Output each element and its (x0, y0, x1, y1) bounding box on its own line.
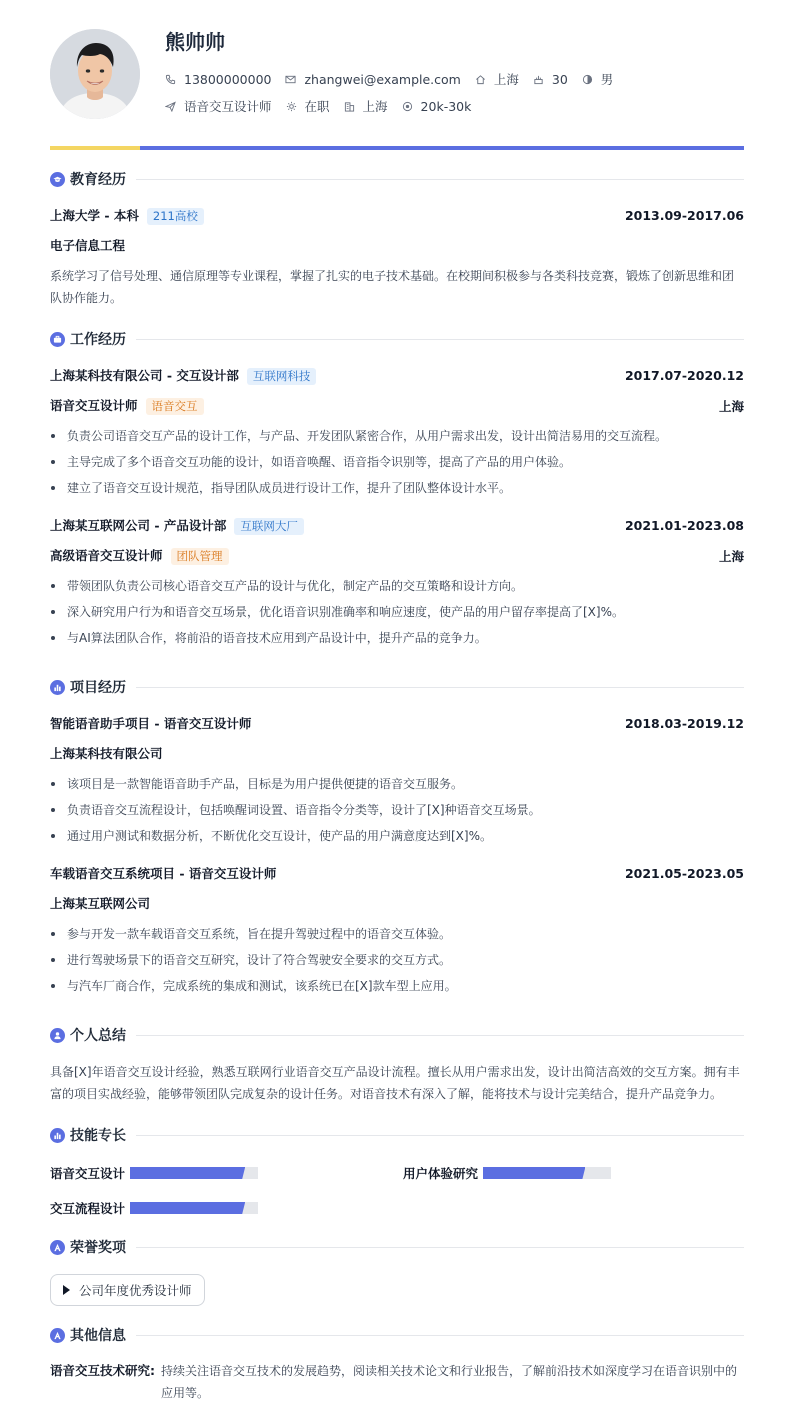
list-item: 负责语音交互流程设计，包括唤醒词设置、语音指令分类等，设计了[X]种语音交互场景。 (50, 797, 744, 823)
gear-icon (286, 101, 297, 112)
play-icon (63, 1285, 70, 1295)
project-company: 上海某科技有限公司 (50, 746, 163, 761)
project-bullets (50, 771, 744, 849)
job-intent-row (165, 97, 485, 115)
cake-icon (533, 74, 544, 85)
phone-item (165, 72, 271, 87)
education-entry-header (50, 206, 744, 225)
award-chip (50, 1274, 205, 1306)
contact-row (165, 70, 627, 88)
company-tag: 互联网大厂 (234, 518, 304, 535)
bar-chart-icon (50, 680, 65, 695)
summary-text: 具备[X]年语音交互设计经验，熟悉互联网行业语音交互产品设计流程。擅长从用户需求出发，设计出简洁高效的交互方案。拥有丰富的项目实战经验，能够带领团队完成复杂的设计任务。对语音技术有深入了解，能将技术与设计完美结合，提升产品竞争力。 (50, 1065, 740, 1101)
list-item: 深入研究用户行为和语音交互场景，优化语音识别准确率和响应速度，使产品的用户留存率提高了[X]%。 (50, 599, 744, 625)
work-date: 2021.01-2023.08 (624, 518, 744, 533)
salary-text: 20k-30k (420, 98, 472, 114)
section-other (50, 1325, 744, 1345)
project-title: 智能语音助手项目 - 语音交互设计师 (50, 716, 252, 731)
mail-icon (285, 74, 296, 85)
phone-icon (165, 74, 176, 85)
work-role-row (50, 396, 744, 415)
status-text: 在职 (304, 99, 330, 114)
city-item (344, 97, 388, 115)
list-item: 负责公司语音交互产品的设计工作，与产品、开发团队紧密合作，从用户需求出发，设计出简洁易用的交互流程。 (50, 423, 744, 449)
project-company-row (50, 744, 744, 762)
skill-bar (483, 1167, 611, 1179)
section-work (50, 329, 744, 349)
section-education (50, 169, 744, 189)
email-item (285, 72, 460, 87)
list-item: 带领团队负责公司核心语音交互产品的设计与优化，制定产品的交互策略和设计方向。 (50, 573, 744, 599)
section-title: 个人总结 (70, 1028, 126, 1044)
city-text: 上海 (362, 99, 388, 114)
skill-item (50, 1164, 258, 1182)
project-date: 2018.03-2019.12 (624, 715, 744, 731)
project-title: 车载语音交互系统项目 - 语音交互设计师 (50, 866, 277, 881)
work-role-row (50, 546, 744, 565)
skill-bar-fill (130, 1167, 245, 1179)
list-item: 主导完成了多个语音交互功能的设计，如语音唤醒、语音指令识别等，提高了产品的用户体验。 (50, 449, 744, 475)
gender-text: 男 (600, 72, 614, 87)
work-bullets (50, 573, 744, 651)
section-projects (50, 677, 744, 697)
award-icon (50, 1328, 65, 1343)
user-icon (50, 1028, 65, 1043)
section-title: 技能专长 (70, 1128, 126, 1144)
company-name: 上海某科技有限公司 - 交互设计部 (50, 368, 239, 383)
avatar-photo (50, 29, 140, 119)
list-item: 该项目是一款智能语音助手产品，目标是为用户提供便捷的语音交互服务。 (50, 771, 744, 797)
other-info-key: 语音交互技术研究: (50, 1363, 155, 1378)
section-title: 其他信息 (70, 1328, 126, 1344)
skill-bar (130, 1202, 258, 1214)
resume-header (50, 29, 744, 124)
salary-item (402, 99, 472, 114)
skill-bar-fill (483, 1167, 585, 1179)
list-item: 参与开发一款车载语音交互系统，旨在提升驾驶过程中的语音交互体验。 (50, 921, 744, 947)
major: 电子信息工程 (50, 238, 126, 253)
location-text: 上海 (493, 72, 519, 87)
work-entry-header (50, 366, 744, 385)
role-tag: 团队管理 (171, 548, 229, 565)
project-date: 2021.05-2023.05 (624, 865, 744, 881)
skill-name: 语音交互设计 (50, 1166, 126, 1181)
section-skills (50, 1125, 744, 1145)
work-city: 上海 (718, 398, 744, 414)
project-bullets (50, 921, 744, 999)
bar-chart-icon (50, 1128, 65, 1143)
phone-text: 13800000000 (184, 71, 272, 87)
skill-bar (130, 1167, 258, 1179)
education-major-row (50, 236, 744, 254)
building-icon (344, 101, 355, 112)
section-awards (50, 1237, 744, 1257)
candidate-name: 熊帅帅 (165, 30, 225, 54)
coin-icon (402, 101, 413, 112)
email-text: zhangwei@example.com (304, 71, 461, 87)
section-title: 工作经历 (70, 332, 126, 348)
school-name: 上海大学 - 本科 (50, 208, 139, 223)
other-info-value: 持续关注语音交互技术的发展趋势，阅读相关技术论文和行业报告，了解前沿技术如深度学习在语音识别中的应用等。 (161, 1364, 738, 1400)
position-item (165, 97, 272, 115)
work-entry-header (50, 516, 744, 535)
age-item (533, 72, 568, 87)
role-title: 语音交互设计师 (50, 398, 138, 413)
work-city: 上海 (718, 548, 744, 564)
list-item: 进行驾驶场景下的语音交互研究，设计了符合驾驶安全要求的交互方式。 (50, 947, 744, 973)
list-item: 建立了语音交互设计规范，指导团队成员进行设计工作，提升了团队整体设计水平。 (50, 475, 744, 501)
home-icon (475, 74, 486, 85)
section-title: 项目经历 (70, 680, 126, 696)
header-divider (50, 146, 744, 150)
section-title: 教育经历 (70, 172, 126, 188)
education-date: 2013.09-2017.06 (624, 208, 744, 223)
school-tag: 211高校 (147, 208, 204, 225)
location-item (475, 70, 519, 88)
skill-name: 用户体验研究 (403, 1166, 479, 1181)
position-text: 语音交互设计师 (184, 99, 272, 114)
avatar (50, 29, 140, 119)
award-text: 公司年度优秀设计师 (79, 1283, 192, 1298)
gender-item (582, 70, 614, 88)
work-date: 2017.07-2020.12 (624, 368, 744, 383)
education-description: 系统学习了信号处理、通信原理等专业课程，掌握了扎实的电子技术基础。在校期间积极参与各类科技竞赛，锻炼了创新思维和团队协作能力。 (50, 269, 735, 305)
list-item: 与汽车厂商合作，完成系统的集成和测试，该系统已在[X]款车型上应用。 (50, 973, 744, 999)
skill-bar-fill (130, 1202, 245, 1214)
briefcase-icon (50, 332, 65, 347)
status-item (286, 97, 330, 115)
project-entry-header (50, 714, 744, 732)
other-info-row (50, 1360, 744, 1404)
send-icon (165, 101, 176, 112)
company-tag: 互联网科技 (247, 368, 317, 385)
award-icon (50, 1240, 65, 1255)
project-company: 上海某互联网公司 (50, 896, 151, 911)
gender-icon (582, 74, 593, 85)
list-item: 与AI算法团队合作，将前沿的语音技术应用到产品设计中，提升产品的竞争力。 (50, 625, 744, 651)
role-tag: 语音交互 (146, 398, 204, 415)
age-text: 30 (551, 71, 568, 87)
role-title: 高级语音交互设计师 (50, 548, 163, 563)
skill-item (403, 1164, 611, 1182)
section-title: 荣誉奖项 (70, 1240, 126, 1256)
section-summary (50, 1025, 744, 1045)
company-name: 上海某互联网公司 - 产品设计部 (50, 518, 227, 533)
project-entry-header (50, 864, 744, 882)
skill-name: 交互流程设计 (50, 1201, 126, 1216)
graduation-cap-icon (50, 172, 65, 187)
work-bullets (50, 423, 744, 501)
project-company-row (50, 894, 744, 912)
list-item: 通过用户测试和数据分析，不断优化交互设计，使产品的用户满意度达到[X]%。 (50, 823, 744, 849)
skill-item (50, 1199, 258, 1217)
